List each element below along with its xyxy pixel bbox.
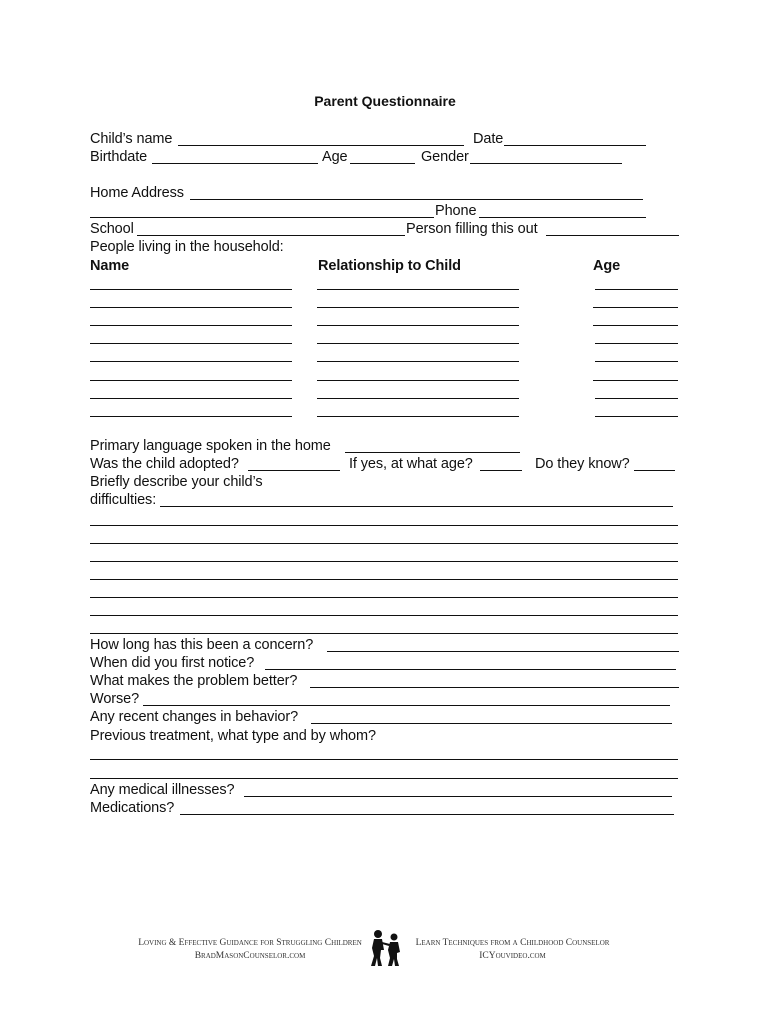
treatment-line[interactable] — [90, 778, 678, 779]
household-age-field[interactable] — [593, 325, 678, 326]
column-header-relationship: Relationship to Child — [318, 258, 461, 274]
person-filling-field[interactable] — [546, 235, 679, 236]
column-header-name: Name — [90, 258, 130, 274]
household-age-field[interactable] — [595, 343, 678, 344]
household-relationship-field[interactable] — [317, 416, 519, 417]
medications-label: Medications? — [90, 800, 175, 816]
medications-field[interactable] — [180, 814, 674, 815]
household-name-field[interactable] — [90, 289, 292, 290]
child-name-label: Child’s name — [90, 131, 173, 147]
footer-left-link[interactable]: BradMasonCounselor.com — [194, 951, 306, 961]
household-name-field[interactable] — [90, 361, 292, 362]
phone-label: Phone — [435, 203, 477, 219]
household-relationship-field[interactable] — [317, 307, 519, 308]
household-age-field[interactable] — [593, 380, 678, 381]
school-field[interactable] — [137, 235, 405, 236]
changes-field[interactable] — [311, 723, 672, 724]
adopted-label: Was the child adopted? — [90, 456, 239, 472]
primary-language-field[interactable] — [345, 452, 520, 453]
household-age-field[interactable] — [595, 361, 678, 362]
footer-left-tagline: Loving & Effective Guidance for Struggling Children — [138, 938, 362, 948]
phone-field[interactable] — [479, 217, 646, 218]
person-filling-label: Person filling this out — [406, 221, 538, 237]
date-field[interactable] — [504, 145, 646, 146]
difficulties-line[interactable] — [90, 561, 678, 562]
difficulties-line[interactable] — [90, 579, 678, 580]
household-age-field[interactable] — [593, 307, 678, 308]
describe-label-line-1: Briefly describe your child’s — [90, 474, 263, 490]
household-name-field[interactable] — [90, 343, 292, 344]
home-address-label: Home Address — [90, 185, 184, 201]
adopted-age-field[interactable] — [480, 470, 522, 471]
child-name-field[interactable] — [178, 145, 464, 146]
difficulties-line[interactable] — [90, 525, 678, 526]
birthdate-field[interactable] — [152, 163, 318, 164]
school-label: School — [90, 221, 134, 237]
worse-field[interactable] — [143, 705, 670, 706]
household-relationship-field[interactable] — [317, 398, 519, 399]
treatment-label: Previous treatment, what type and by whom? — [90, 728, 376, 744]
difficulties-field[interactable] — [160, 506, 673, 507]
better-field[interactable] — [310, 687, 679, 688]
first-notice-label: When did you first notice? — [90, 655, 255, 671]
primary-language-label: Primary language spoken in the home — [90, 438, 331, 454]
better-label: What makes the problem better? — [90, 673, 298, 689]
adopted-age-label: If yes, at what age? — [349, 456, 473, 472]
household-name-field[interactable] — [90, 307, 292, 308]
illnesses-field[interactable] — [244, 796, 672, 797]
they-know-field[interactable] — [634, 470, 675, 471]
birthdate-label: Birthdate — [90, 149, 148, 165]
household-age-field[interactable] — [595, 416, 678, 417]
difficulties-line[interactable] — [90, 615, 678, 616]
difficulties-line[interactable] — [90, 633, 678, 634]
worse-label: Worse? — [90, 691, 140, 707]
first-notice-field[interactable] — [265, 669, 676, 670]
household-label: People living in the household: — [90, 239, 284, 255]
age-label: Age — [322, 149, 348, 165]
household-relationship-field[interactable] — [317, 380, 519, 381]
difficulties-line[interactable] — [90, 543, 678, 544]
footer-right-link[interactable]: ICYouvideo.com — [479, 951, 546, 961]
household-name-field[interactable] — [90, 325, 292, 326]
date-label: Date — [473, 131, 504, 147]
footer-right-tagline: Learn Techniques from a Childhood Counselor — [415, 938, 610, 948]
household-age-field[interactable] — [595, 289, 678, 290]
household-age-field[interactable] — [595, 398, 678, 399]
home-address-field[interactable] — [190, 199, 643, 200]
age-field[interactable] — [350, 163, 415, 164]
footer-right — [410, 937, 615, 963]
how-long-label: How long has this been a concern? — [90, 637, 314, 653]
household-name-field[interactable] — [90, 380, 292, 381]
illnesses-label: Any medical illnesses? — [90, 782, 235, 798]
gender-field[interactable] — [470, 163, 622, 164]
column-header-age: Age — [593, 258, 621, 274]
adopted-field[interactable] — [248, 470, 340, 471]
household-name-field[interactable] — [90, 398, 292, 399]
treatment-line[interactable] — [90, 759, 678, 760]
household-name-field[interactable] — [90, 416, 292, 417]
household-relationship-field[interactable] — [317, 361, 519, 362]
household-relationship-field[interactable] — [317, 325, 519, 326]
difficulties-line[interactable] — [90, 597, 678, 598]
page-title: Parent Questionnaire — [314, 93, 456, 109]
describe-label-line-2: difficulties: — [90, 492, 157, 508]
changes-label: Any recent changes in behavior? — [90, 709, 299, 725]
household-relationship-field[interactable] — [317, 343, 519, 344]
gender-label: Gender — [421, 149, 469, 165]
they-know-label: Do they know? — [535, 456, 630, 472]
how-long-field[interactable] — [327, 651, 679, 652]
footer-left — [135, 937, 365, 963]
home-address-line-2[interactable] — [90, 217, 434, 218]
children-logo-icon — [368, 928, 404, 968]
household-relationship-field[interactable] — [317, 289, 519, 290]
